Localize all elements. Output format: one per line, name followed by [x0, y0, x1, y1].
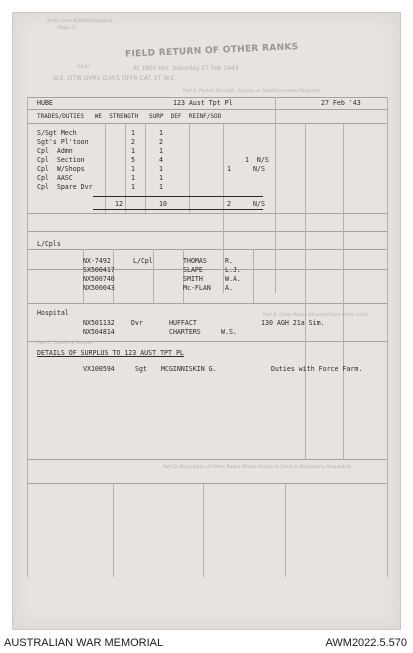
- total-we: 12: [115, 200, 123, 208]
- rule: [387, 97, 388, 577]
- rule: [203, 483, 204, 577]
- totals-rule: [93, 196, 263, 197]
- lcpl-number: NX500740: [83, 275, 115, 283]
- lcpl-initials: W.A.: [225, 275, 241, 283]
- trade-str: 4: [159, 156, 163, 164]
- rule: [125, 123, 126, 213]
- rule: [305, 123, 306, 459]
- archive-footer: [0, 634, 413, 653]
- hospital-initials: W.S.: [221, 328, 237, 336]
- surplus-rank: Sgt: [135, 365, 147, 373]
- trade-str: 1: [159, 174, 163, 182]
- report-date: 27 Feb '43: [321, 99, 361, 107]
- rule: [27, 109, 388, 110]
- part-c-label: Part C. Details of Surplus: [37, 341, 93, 346]
- rule: [285, 483, 286, 577]
- rule: [27, 249, 388, 250]
- unit-code: HUBE: [37, 99, 53, 107]
- trade-we: 1: [131, 147, 135, 155]
- form-stamp-line2: (Page 2): [57, 26, 76, 31]
- trade-we: 1: [131, 165, 135, 173]
- lcpl-initials: R.: [225, 257, 233, 265]
- lcpl-name: SMITH: [183, 275, 203, 283]
- rule: [27, 231, 388, 232]
- trade-row: Cpl Admn: [37, 147, 73, 155]
- rule: [189, 123, 190, 213]
- lcpl-name: THOMAS: [183, 257, 207, 265]
- rule: [223, 123, 224, 293]
- trade-str: 1: [159, 183, 163, 191]
- trade-we: 2: [131, 138, 135, 146]
- totals-rule: [93, 209, 263, 210]
- trade-row: Cpl W/Shops: [37, 165, 85, 173]
- total-surp: 2: [227, 200, 231, 208]
- rule: [27, 123, 388, 124]
- date-line: At 1800 Hrs. Saturday 27 Feb 1943: [133, 65, 239, 72]
- trade-row: Sgt's Pl'toon: [37, 138, 89, 146]
- rule: [27, 97, 28, 577]
- lcpl-name: Mc-FLAN: [183, 284, 211, 292]
- lcpl-number: NX-7492: [83, 257, 111, 265]
- form-sheet: [12, 12, 401, 630]
- trade-row: Cpl Section: [37, 156, 85, 164]
- trade-we: 1: [131, 174, 135, 182]
- lcpls-label: L/Cpls: [37, 240, 61, 248]
- trade-str: 1: [159, 165, 163, 173]
- part-a-label: Part A. Posted Strength, Surplus or Reinforcements Required.: [183, 89, 321, 94]
- rule: [105, 123, 106, 213]
- trade-we: 5: [131, 156, 135, 164]
- trade-str: 1: [159, 147, 163, 155]
- trades-header: TRADES/DUTIES WE STRENGTH SURP DEF REINF/SOD: [37, 113, 222, 120]
- rule: [145, 123, 146, 213]
- rule: [27, 97, 388, 98]
- hospital-name: CHARTERS: [169, 328, 201, 336]
- hospital-name: HUFFACT: [169, 319, 197, 327]
- we-line: W.E. DTW DVRS Q.M.S OFFR CAT. ET W.E.: [53, 75, 177, 82]
- total-str: 10: [159, 200, 167, 208]
- lcpl-rank: L/Cpl: [133, 257, 153, 265]
- trade-def: 1 N/S: [245, 156, 269, 164]
- part-b-label: Part B. Other Ranks Attached from Other Units.: [263, 313, 370, 318]
- form-title: FIELD RETURN OF OTHER RANKS: [124, 42, 299, 60]
- unit-label: (Unit): [77, 65, 90, 70]
- hospital-number: NX504814: [83, 328, 115, 336]
- surplus-header: DETAILS OF SURPLUS TO 123 AUST TPT PL: [37, 349, 184, 357]
- form-stamp-line1: Army Form W3008 (Adapted): [47, 19, 113, 24]
- rule: [27, 269, 388, 270]
- hospital-label: Hospital: [37, 309, 69, 317]
- lcpl-initials: A.: [225, 284, 233, 292]
- trade-surp: 1: [227, 165, 231, 173]
- rule: [343, 123, 344, 459]
- trade-row: Cpl AASC: [37, 174, 73, 182]
- surplus-name: MCGINNISKIN G.: [161, 365, 217, 373]
- lcpl-number: NX500043: [83, 284, 115, 292]
- trade-def: N/S: [253, 165, 265, 173]
- surplus-number: VX100594: [83, 365, 115, 373]
- unit-name: 123 Aust Tpt Pl: [173, 99, 233, 107]
- trade-str: 2: [159, 138, 163, 146]
- hospital-rank: Dvr: [131, 319, 143, 327]
- rule: [153, 249, 154, 303]
- rule: [275, 97, 276, 293]
- total-def: N/S: [253, 200, 265, 208]
- lcpl-name: SLAPE: [183, 266, 203, 274]
- trade-row: S/Sgt Mech: [37, 129, 77, 137]
- rule: [253, 249, 254, 303]
- trade-row: Cpl Spare Dvr: [37, 183, 93, 191]
- hospital-note: 130 AGH 21a Sim.: [261, 319, 325, 327]
- trade-we: 1: [131, 129, 135, 137]
- trade-str: 1: [159, 129, 163, 137]
- rule: [27, 303, 388, 304]
- lcpl-initials: L.J.: [225, 266, 241, 274]
- archive-name: AUSTRALIAN WAR MEMORIAL: [4, 637, 164, 649]
- hospital-number: NX501132: [83, 319, 115, 327]
- rule: [27, 213, 388, 214]
- rule: [27, 483, 388, 484]
- lcpl-number: SX500417: [83, 266, 115, 274]
- trade-we: 1: [131, 183, 135, 191]
- archive-reference: AWM2022.5.570: [325, 637, 407, 649]
- part-d-label: Part D. Description of Other Ranks Whose Return to (Unit) is Particularly Requested.: [163, 465, 352, 470]
- rule: [27, 459, 388, 460]
- surplus-duty: Duties with Force Farm.: [271, 365, 363, 373]
- rule: [113, 483, 114, 577]
